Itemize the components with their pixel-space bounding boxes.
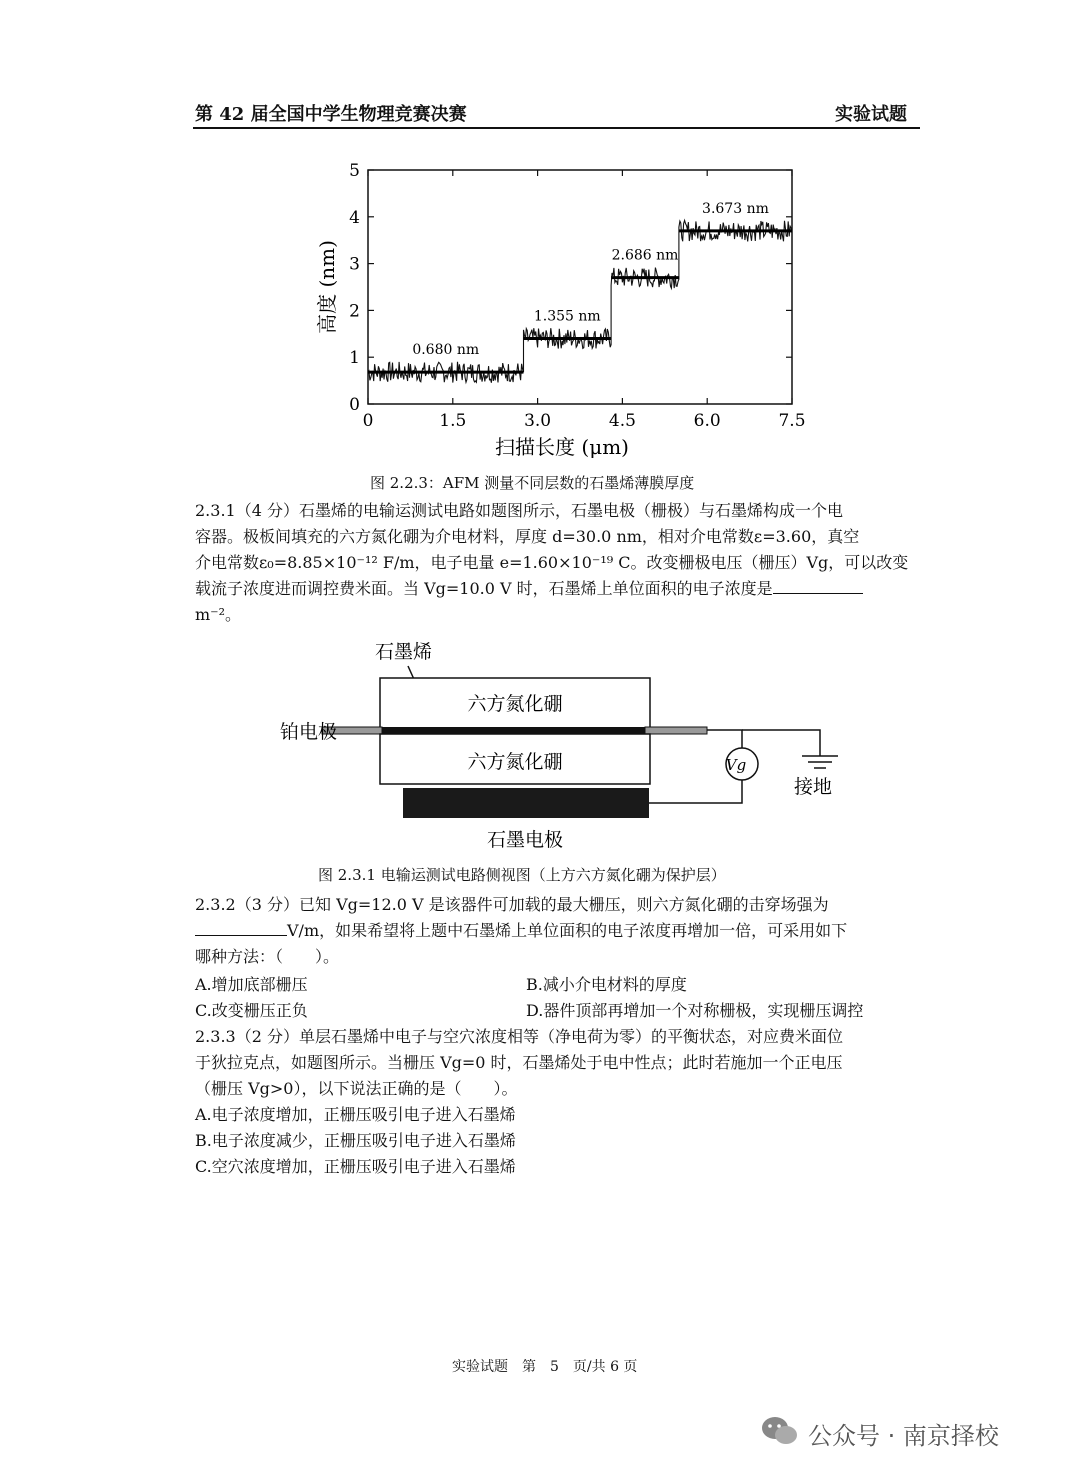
step-annotation: 0.680 nm	[412, 342, 480, 359]
step-annotation: 3.673 nm	[702, 200, 769, 217]
q233-option-b: B.电子浓度减少，正栅压吸引电子进入石墨烯	[195, 1131, 516, 1150]
q231-line-5: m⁻²。	[195, 605, 242, 624]
ground-label: 接地	[794, 776, 833, 798]
q231-line-1: 2.3.1（4 分）石墨烯的电输运测试电路如题图所示，石墨电极（栅极）与石墨烯构成一个电	[195, 501, 843, 520]
q232-line-3: 哪种方法：（ ）。	[195, 947, 340, 966]
x-tick-label: 3.0	[524, 411, 552, 431]
pt-electrode-label: 铂电极	[280, 721, 338, 743]
step-annotation: 2.686 nm	[611, 247, 679, 264]
voltage-source-label: Vg	[725, 756, 747, 774]
q232-option-d: D.器件顶部再增加一个对称栅极，实现栅压调控	[526, 1001, 864, 1020]
afm-profile-trace	[368, 220, 792, 382]
header-divider	[193, 127, 920, 129]
y-tick-label: 0	[349, 395, 360, 415]
q233-option-c: C.空穴浓度增加，正栅压吸引电子进入石墨烯	[195, 1157, 516, 1176]
q232-line-2: V/m，如果希望将上题中石墨烯上单位面积的电子浓度再增加一倍，可采用如下	[287, 921, 848, 940]
figure-2-2-3-caption: 图 2.2.3：AFM 测量不同层数的石墨烯薄膜厚度	[370, 474, 695, 492]
afm-height-chart	[300, 150, 820, 470]
x-tick-label: 7.5	[778, 411, 806, 431]
y-tick-label: 3	[349, 254, 360, 275]
hbn-top-label: 六方氮化硼	[467, 693, 563, 715]
graphite-electrode-label: 石墨电极	[486, 829, 564, 851]
y-axis-label: 高度 (nm)	[315, 240, 339, 334]
graphene-label: 石墨烯	[375, 641, 433, 663]
q233-option-a: A.电子浓度增加，正栅压吸引电子进入石墨烯	[195, 1105, 516, 1124]
x-tick-label: 4.5	[608, 411, 636, 431]
q233-line-1: 2.3.3（2 分）单层石墨烯中电子与空穴浓度相等（净电荷为零）的平衡状态，对应费米面位	[195, 1027, 843, 1046]
page-header-section: 实验试题	[835, 104, 907, 125]
y-tick-label: 5	[349, 161, 360, 181]
figure-2-3-1-caption: 图 2.3.1 电输运测试电路侧视图（上方六方氮化硼为保护层）	[318, 866, 726, 884]
q232-option-a: A.增加底部栅压	[195, 975, 308, 994]
y-tick-label: 2	[349, 301, 360, 322]
watermark	[760, 1412, 1060, 1452]
x-tick-label: 1.5	[439, 411, 467, 431]
x-tick-label: 6.0	[693, 411, 721, 431]
x-tick-label: 0	[362, 411, 374, 431]
circuit-diagram	[270, 630, 870, 860]
q232-line-1: 2.3.2（3 分）已知 Vg=12.0 V 是该器件可加载的最大栅压，则六方氮化硼的击穿场强为	[195, 895, 829, 914]
y-tick-label: 4	[349, 207, 360, 228]
q233-line-2: 于狄拉克点，如题图所示。当栅压 Vg=0 时，石墨烯处于电中性点；此时若施加一个正电压	[195, 1053, 843, 1072]
answer-blank-231[interactable]	[773, 579, 863, 594]
page-header-title: 第 42 届全国中学生物理竞赛决赛	[195, 104, 467, 125]
q231-line-2: 容器。极板间填充的六方氮化硼为介电材料，厚度 d=30.0 nm，相对介电常数ε=3.60，真空	[195, 527, 860, 546]
y-tick-label: 1	[349, 348, 360, 369]
page-footer: 实验试题 第 5 页/共 6 页	[452, 1359, 638, 1375]
x-axis-label: 扫描长度 (μm)	[495, 435, 629, 459]
q232-option-b: B.减小介电材料的厚度	[526, 975, 687, 994]
q231-line-3: 介电常数ε₀=8.85×10⁻¹² F/m，电子电量 e=1.60×10⁻¹⁹ C。改变栅极电压（栅压）Vg，可以改变	[195, 553, 909, 572]
pt-electrode-right	[645, 727, 707, 734]
q231-line-4: 载流子浓度进而调控费米面。当 Vg=10.0 V 时，石墨烯上单位面积的电子浓度是	[195, 579, 773, 598]
step-annotation: 1.355 nm	[533, 308, 601, 325]
graphite-electrode	[403, 788, 649, 818]
q233-line-3: （栅压 Vg>0），以下说法正确的是（ ）。	[195, 1079, 518, 1098]
wechat-icon	[760, 1414, 800, 1448]
watermark-text: 公众号 · 南京择校	[808, 1422, 999, 1450]
q232-option-c: C.改变栅压正负	[195, 1001, 308, 1020]
hbn-bottom-label: 六方氮化硼	[467, 751, 563, 773]
answer-blank-232[interactable]	[195, 921, 287, 936]
